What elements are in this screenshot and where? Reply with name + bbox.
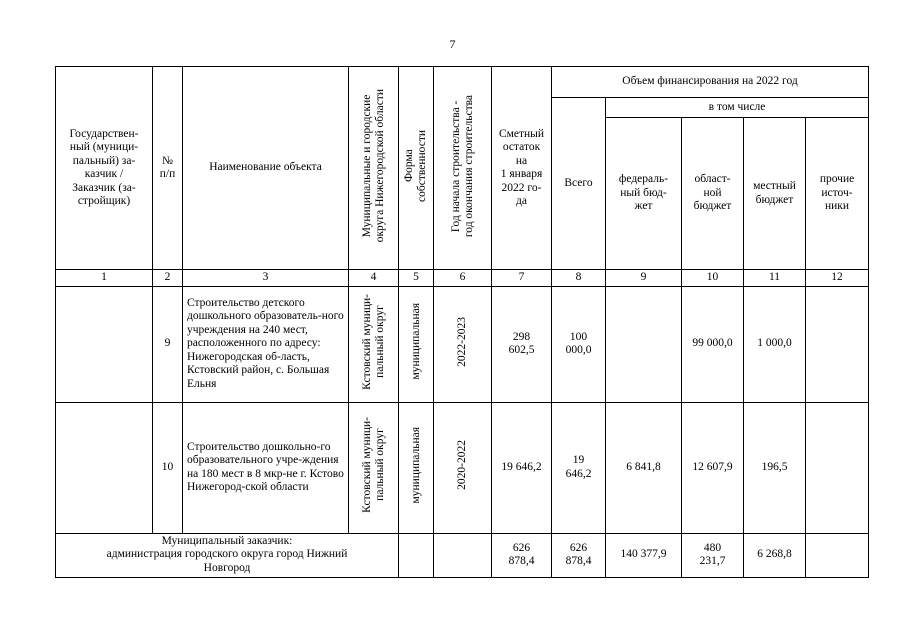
- header-total: Всего: [552, 98, 606, 270]
- summary-remaining: 626 878,4: [492, 533, 552, 577]
- column-number: 9: [606, 270, 682, 287]
- cell-other: [806, 286, 869, 402]
- cell-total: 19 646,2: [552, 402, 606, 533]
- summary-local: 6 268,8: [744, 533, 806, 577]
- cell-federal: 6 841,8: [606, 402, 682, 533]
- column-number: 11: [744, 270, 806, 287]
- cell-years: 2022-2023: [434, 286, 492, 402]
- table-row: [56, 286, 869, 402]
- cell-municipality: Кстовский муници- пальный округ: [349, 286, 399, 402]
- cell-federal: [606, 286, 682, 402]
- cell-object-name: Строительство дошкольно-го образовательного учре-ждения на 180 мест в 8 мкр-не г. Кстово Нижегород-ской области: [183, 402, 349, 533]
- page-number: 7: [449, 37, 456, 51]
- column-number: 2: [153, 270, 183, 287]
- column-number: 6: [434, 270, 492, 287]
- cell-remaining: 19 646,2: [492, 402, 552, 533]
- cell-number: 9: [153, 286, 183, 402]
- header-number: № п/п: [153, 67, 183, 270]
- summary-regional: 480 231,7: [682, 533, 744, 577]
- cell-local: 1 000,0: [744, 286, 806, 402]
- summary-federal: 140 377,9: [606, 533, 682, 577]
- header-including: в том числе: [606, 98, 869, 118]
- cell-local: 196,5: [744, 402, 806, 533]
- header-financing: Объем финансирования на 2022 год: [552, 67, 869, 98]
- column-number: 1: [56, 270, 153, 287]
- cell-years: 2020-2022: [434, 402, 492, 533]
- column-number: 7: [492, 270, 552, 287]
- header-row-1: [56, 67, 869, 98]
- header-municipality: Муниципальные и городские округа Нижегородской области: [349, 67, 399, 270]
- column-number: 5: [399, 270, 434, 287]
- financing-table: [55, 66, 869, 578]
- cell-regional: 12 607,9: [682, 402, 744, 533]
- header-years: Год начала строительства - год окончания строительства: [434, 67, 492, 270]
- header-other: прочие источ- ники: [806, 118, 869, 270]
- cell-municipality: Кстовский муници- пальный округ: [349, 402, 399, 533]
- column-number: 12: [806, 270, 869, 287]
- table-row: [56, 402, 869, 533]
- header-ownership: Форма собственности: [399, 67, 434, 270]
- cell-number: 10: [153, 402, 183, 533]
- summary-other: [806, 533, 869, 577]
- summary-row: [56, 533, 869, 577]
- cell-ownership: муниципальная: [399, 286, 434, 402]
- header-federal: федераль- ный бюд- жет: [606, 118, 682, 270]
- column-number: 4: [349, 270, 399, 287]
- summary-label: Муниципальный заказчик: администрация городского округа город Нижний Новгород: [56, 533, 399, 577]
- cell-other: [806, 402, 869, 533]
- summary-ownership: [399, 533, 434, 577]
- column-number: 3: [183, 270, 349, 287]
- cell-total: 100 000,0: [552, 286, 606, 402]
- cell-remaining: 298 602,5: [492, 286, 552, 402]
- header-object-name: Наименование объекта: [183, 67, 349, 270]
- cell-regional: 99 000,0: [682, 286, 744, 402]
- cell-customer: [56, 286, 153, 402]
- cell-object-name: Строительство детского дошкольного образователь-ного учреждения на 240 мест, расположенного по адресу: Нижегородская об-ласть, Кстовский район, с. Большая Ельня: [183, 286, 349, 402]
- column-number: 10: [682, 270, 744, 287]
- header-local: местный бюджет: [744, 118, 806, 270]
- header-remaining: Сметный остаток на 1 января 2022 го- да: [492, 67, 552, 270]
- header-customer: Государствен- ный (муници- пальный) за- казчик / Заказчик (за- стройщик): [56, 67, 153, 270]
- summary-years: [434, 533, 492, 577]
- cell-customer: [56, 402, 153, 533]
- column-numbers-row: [56, 270, 869, 287]
- cell-ownership: муниципальная: [399, 402, 434, 533]
- summary-total: 626 878,4: [552, 533, 606, 577]
- column-number: 8: [552, 270, 606, 287]
- header-regional: област- ной бюджет: [682, 118, 744, 270]
